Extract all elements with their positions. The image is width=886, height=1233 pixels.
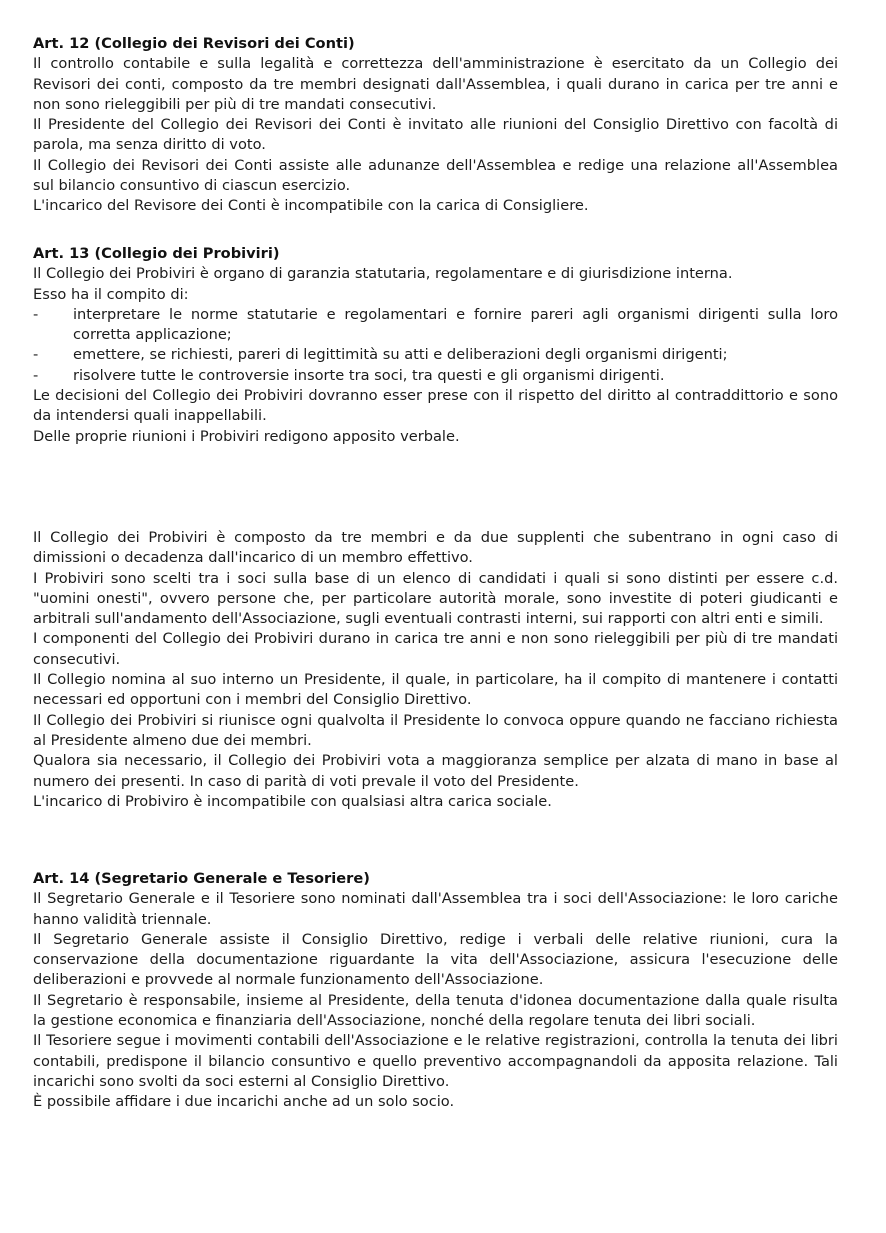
article-14-paragraph: Il Segretario Generale assiste il Consiglio Direttivo, redige i verbali delle relative riunioni, cura la conservazione della documentazione riguardante la vita dell'Associazione, assicura l'esecuzione delle deliberazioni e provvede al normale funzionamento dell'Associazione. <box>33 930 838 989</box>
article-12 <box>33 34 838 217</box>
article-13-paragraph: Delle proprie riunioni i Probiviri redigono apposito verbale. <box>33 427 460 445</box>
article-12-paragraph: Il Presidente del Collegio dei Revisori dei Conti è invitato alle riunioni del Consiglio Direttivo con facoltà di parola, ma senza diritto di voto. <box>33 116 838 154</box>
bullet-dash: - <box>33 366 39 384</box>
article-13-duties-list <box>33 305 838 386</box>
article-13-paragraph: Esso ha il compito di: <box>33 285 189 303</box>
article-12-paragraph: L'incarico del Revisore dei Conti è incompatibile con la carica di Consigliere. <box>33 197 589 215</box>
article-13-paragraph: I componenti del Collegio dei Probiviri durano in carica tre anni e non sono rieleggibili per più di tre mandati consecutivi. <box>33 630 838 668</box>
article-13-paragraph: I Probiviri sono scelti tra i soci sulla base di un elenco di candidati i quali si sono distinti per essere c.d. "uomini onesti", ovvero persone che, per particolare autorità morale, sono investite di poteri giudicanti e arbitrali sull'andamento dell'Associazione, sugli eventuali contrasti interni, sui rapporti con altri enti e simili. <box>33 569 838 628</box>
list-item-text: interpretare le norme statutarie e regolamentari e fornire pareri agli organismi dirigenti sulla loro corretta applicazione; <box>73 305 838 344</box>
article-14-paragraph: Il Segretario Generale e il Tesoriere sono nominati dall'Assemblea tra i soci dell'Associazione: le loro cariche hanno validità triennale. <box>33 890 838 928</box>
list-item-text: emettere, se richiesti, pareri di legittimità su atti e deliberazioni degli organismi dirigenti; <box>73 346 728 364</box>
article-14-paragraph: Il Segretario è responsabile, insieme al Presidente, della tenuta d'idonea documentazione dalla quale risulta la gestione economica e finanziaria dell'Associazione, nonché della regolare tenuta dei libri sociali. <box>33 991 838 1030</box>
article-12-heading: Art. 12 (Collegio dei Revisori dei Conti) <box>33 35 355 52</box>
bullet-dash: - <box>33 346 39 364</box>
article-13-paragraph: Le decisioni del Collegio dei Probiviri dovranno esser prese con il rispetto del diritto al contraddittorio e sono da intendersi quali inappellabili. <box>33 387 838 425</box>
article-13-heading: Art. 13 (Collegio dei Probiviri) <box>33 245 280 262</box>
list-item <box>33 305 838 346</box>
list-item <box>33 345 838 365</box>
article-13 <box>33 244 838 447</box>
article-14-paragraph: Il Tesoriere segue i movimenti contabili dell'Associazione e le relative registrazioni, controlla la tenuta dei libri contabili, predispone il bilancio consuntivo e quello preventivo accompagnandoli da apposita relazione. Tali incarichi sono svolti da soci esterni al Consiglio Direttivo. <box>33 1032 838 1090</box>
list-item-text: risolvere tutte le controversie insorte tra soci, tra questi e gli organismi dirigenti. <box>73 366 665 384</box>
article-13-paragraph: Il Collegio dei Probiviri è organo di garanzia statutaria, regolamentare e di giurisdizione interna. <box>33 265 733 283</box>
article-13-paragraph: Il Collegio dei Probiviri è composto da tre membri e da due supplenti che subentrano in ogni caso di dimissioni o decadenza dall'incarico di un membro effettivo. <box>33 529 838 567</box>
article-13-paragraph: L'incarico di Probiviro è incompatibile con qualsiasi altra carica sociale. <box>33 792 552 810</box>
article-14-paragraph: È possibile affidare i due incarichi anche ad un solo socio. <box>33 1093 455 1111</box>
article-12-paragraph: Il controllo contabile e sulla legalità e correttezza dell'amministrazione è esercitato da un Collegio dei Revisori dei conti, composto da tre membri designati dall'Assemblea, i quali durano in carica per tre anni e non sono rieleggibili per più di tre mandati consecutivi. <box>33 55 838 113</box>
article-14-heading: Art. 14 (Segretario Generale e Tesoriere) <box>33 870 370 887</box>
article-14 <box>33 869 838 1113</box>
bullet-dash: - <box>33 305 39 323</box>
article-12-paragraph: Il Collegio dei Revisori dei Conti assiste alle adunanze dell'Assemblea e redige una relazione all'Assemblea sul bilancio consuntivo di ciascun esercizio. <box>33 156 838 195</box>
list-item <box>33 366 838 386</box>
article-13-composition <box>33 528 838 812</box>
article-13-paragraph: Il Collegio nomina al suo interno un Presidente, il quale, in particolare, ha il compito di mantenere i contatti necessari ed opportuni con i membri del Consiglio Direttivo. <box>33 671 838 709</box>
article-13-paragraph: Qualora sia necessario, il Collegio dei Probiviri vota a maggioranza semplice per alzata di mano in base al numero dei presenti. In caso di parità di voti prevale il voto del Presidente. <box>33 752 838 790</box>
article-13-paragraph: Il Collegio dei Probiviri si riunisce ogni qualvolta il Presidente lo convoca oppure quando ne facciano richiesta al Presidente almeno due dei membri. <box>33 711 838 749</box>
